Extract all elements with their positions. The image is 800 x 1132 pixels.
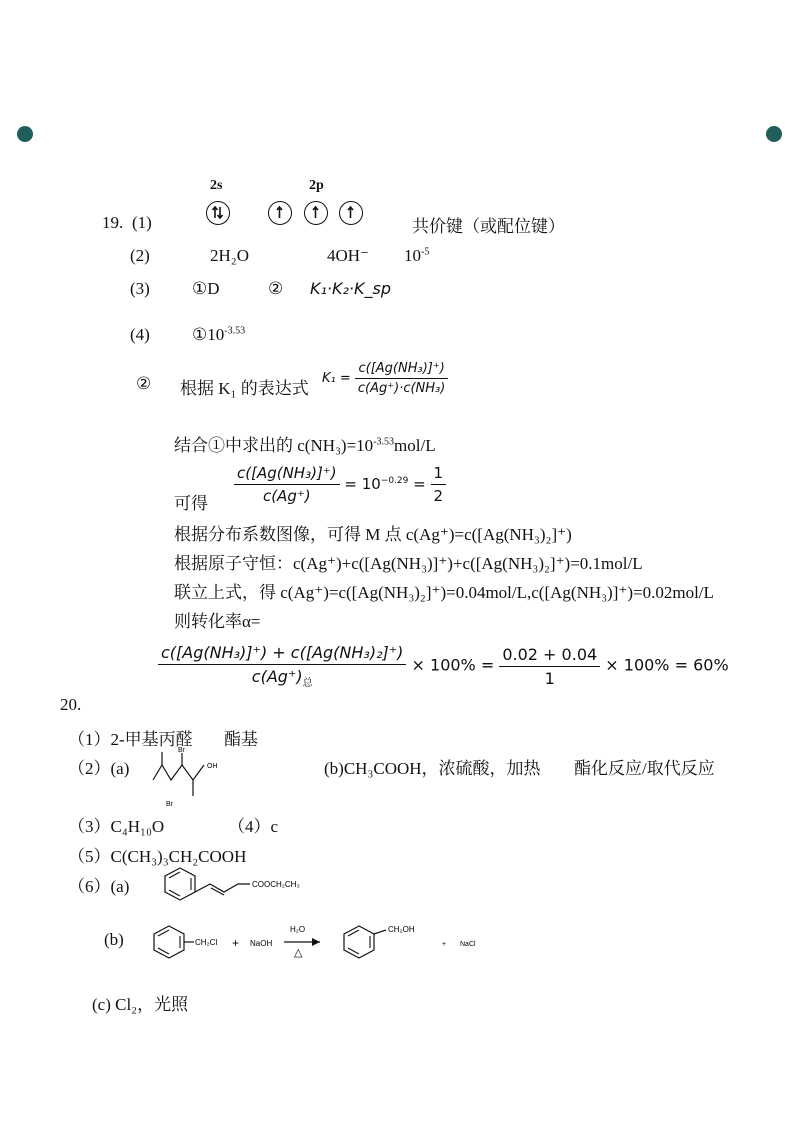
svg-text:+: + — [442, 941, 447, 948]
q19-p4-answer-1: $①10^{-3.53}$ — [192, 325, 246, 344]
dibromo-alcohol-structure — [150, 744, 230, 810]
q19-line-conservation: 根据原子守恒：c(Ag⁺)+c([Ag(NH₃)]⁺)+c([Ag(NH₃)₂]⁺)=0.1mol/L — [174, 554, 643, 573]
q19-p3-label: (3) — [130, 279, 150, 298]
q19-p4-part2-text: 根据 K₁ 的表达式 — [180, 379, 309, 398]
svg-text:CH₂Cl: CH₂Cl — [195, 938, 218, 947]
conversion-equation: $\frac{\text{c([Ag(NH₃)]⁺) + c([Ag(NH₃)₂]⁺)}}{c(Ag^+)_总}$ × 100% = $\frac{0.02 + 0.04}{1}$ × 100% = 60% — [158, 643, 729, 689]
q20-number: 20. — [60, 695, 82, 714]
q20-p6-label: （6）(a) — [68, 877, 130, 896]
q20-p2-label: （2）(a) — [68, 759, 130, 778]
orbital-2p-label: 2p — [309, 178, 324, 193]
q19-line-conversion: 则转化率α= — [174, 612, 261, 631]
q19-p4-part2-mark: ② — [136, 374, 152, 393]
q19-p3-mark-2: ② — [268, 279, 284, 298]
punch-hole-right — [766, 126, 782, 142]
ratio-equation: $\frac{\text{c([Ag(NH₃)]⁺)}}{c(Ag^+)}$ = $10^{-0.29}$ = $\frac{1}{2}$ — [234, 464, 446, 505]
svg-text:H₂O: H₂O — [290, 925, 306, 934]
q19-p2-answer-3: $10^{-5}$ — [404, 246, 430, 265]
q20-p4: （4）c — [228, 817, 279, 836]
orbital-2p-circle-1 — [268, 201, 292, 225]
q20-p5: （5）C(CH₃)₃CH₂COOH — [68, 847, 247, 866]
svg-text:OH: OH — [207, 763, 218, 770]
ethyl-cinnamate-structure — [152, 860, 312, 910]
q19-p3-answer-1: ①D — [192, 279, 220, 298]
q19-line-nh3: 结合①中求出的 $c(NH_3)=10^{-3.53}mol/L$ — [174, 436, 436, 455]
kede-label: 可得 — [174, 494, 208, 513]
svg-text:+: + — [232, 936, 240, 950]
orbital-2p-circle-3 — [339, 201, 363, 225]
q19-number: 19. — [102, 213, 124, 232]
q19-line-distribution: 根据分布系数图像，可得 M 点 c(Ag⁺)=c([Ag(NH₃)₂]⁺) — [174, 525, 572, 544]
svg-text:Br: Br — [166, 801, 173, 808]
q20-p3: （3）C₄H₁₀O — [68, 817, 165, 836]
benzyl-chloride-hydrolysis — [144, 918, 484, 974]
q20-p6c: (c) Cl₂，光照 — [92, 995, 189, 1014]
svg-text:△: △ — [294, 947, 303, 959]
orbital-2p-circle-2 — [304, 201, 328, 225]
q20-p1: （1）2-甲基丙醛 — [68, 730, 193, 749]
punch-hole-left — [17, 126, 33, 142]
q19-p4-label: (4) — [130, 325, 150, 344]
svg-text:COOCH₂CH₃: COOCH₂CH₃ — [252, 880, 300, 889]
q19-line-solve: 联立上式，得 c(Ag⁺)=c([Ag(NH₃)₂]⁺)=0.04mol/L,c([Ag(NH₃)]⁺)=0.02mol/L — [174, 583, 714, 602]
q19-p2-answer-1: 2H₂O — [210, 246, 249, 265]
q20-p1-ester: 酯基 — [224, 730, 258, 749]
orbital-2s-label: 2s — [210, 178, 223, 193]
q19-p3-answer-2: K₁·K₂·K_sp — [310, 279, 391, 298]
svg-text:NaCl: NaCl — [460, 941, 476, 948]
q19-p1-answer: 共价键（或配位键） — [412, 217, 565, 236]
svg-text:CH₂OH: CH₂OH — [388, 925, 415, 934]
k1-expression: K₁ = $\frac{\text{c([Ag(NH₃)]⁺)}}{\text{c(Ag⁺)·c(NH₃)}}$ — [322, 361, 448, 396]
orbital-2s-circle — [206, 201, 230, 225]
q20-p2-reagents: (b)CH₃COOH，浓硫酸，加热 — [324, 759, 541, 778]
q20-p2-reaction-type: 酯化反应/取代反应 — [574, 759, 715, 778]
svg-text:NaOH: NaOH — [250, 939, 273, 948]
q20-p6b-label: (b) — [104, 930, 124, 949]
q19-p1-label: (1) — [132, 213, 152, 232]
q19-p2-label: (2) — [130, 246, 150, 265]
q19-p2-answer-2: 4OH⁻ — [327, 246, 370, 265]
svg-text:Br: Br — [178, 747, 185, 754]
